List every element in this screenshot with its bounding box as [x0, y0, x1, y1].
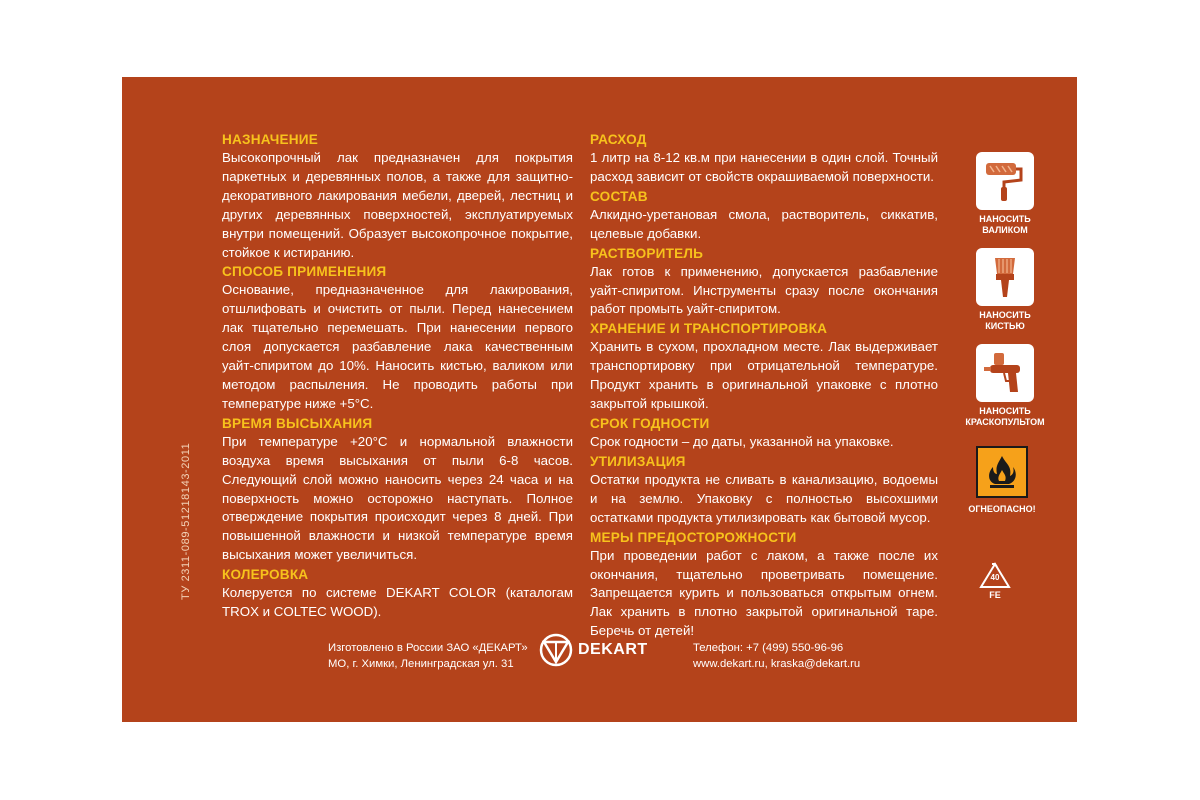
phone-line: Телефон: +7 (499) 550-96-96: [693, 642, 844, 654]
logo-text: DEKART: [578, 641, 648, 658]
section-heading-tinting: КОЛЕРОВКА: [222, 567, 309, 583]
roller-block: [965, 152, 1045, 236]
manufacturer-info: [328, 640, 528, 672]
recycle-icon: [978, 562, 1012, 602]
dekart-logo: [538, 630, 658, 670]
brush-block: [965, 248, 1045, 332]
section-text-solvent: Лак готов к применению, допускается разбавление уайт-спиритом. Инструменты сразу после окончания работ промыть уайт-спиритом.: [590, 263, 938, 317]
right-column: [590, 130, 938, 641]
flame-icon: [976, 446, 1028, 498]
roller-caption: НАНОСИТЬ ВАЛИКОМ: [979, 214, 1031, 235]
section-heading-precautions: МЕРЫ ПРЕДОСТОРОЖНОСТИ: [590, 529, 797, 545]
dekart-logo-icon: [538, 632, 574, 668]
section-heading-storage: ХРАНЕНИЕ И ТРАНСПОРТИРОВКА: [590, 321, 828, 337]
section-text-application: Основание, предназначенное для лакирования, отшлифовать и очистить от пыли. Перед нанесением лак тщательно перемешать. При нанесении первого слоя допускается разбавление лака качественным уайт-спиритом до 10%. Наносить кистью, валиком или методом распыления. Не проводить работы при температуре ниже +5°С.: [222, 282, 573, 411]
recycle-number: 40: [990, 573, 1000, 582]
spray-block: [965, 344, 1045, 428]
section-text-drying-time: При температуре +20°С и нормальной влажности воздуха время высыхания от пыли 6-8 часов. Следующий слой можно наносить через 24 часа и на поверхность можно осторожно наступать. Полное отверждение покрытия происходит через 8 дней. При повышенной влажности и низкой температуре время высыхания может увеличиться.: [222, 433, 573, 563]
section-text-precautions: При проведении работ с лаком, а также после их окончания, тщательно проветривать помещение. Запрещается курить и пользоваться открытым огнем. Лак хранить в плотно закрытой оригинальной таре. Беречь от детей!: [590, 547, 938, 639]
section-heading-application: СПОСОБ ПРИМЕНЕНИЯ: [222, 264, 387, 280]
web-email-line: www.dekart.ru, kraska@dekart.ru: [693, 658, 861, 670]
section-text-disposal: Остатки продукта не сливать в канализацию, водоемы и на землю. Упаковку с полностью высохшими остатками продукта утилизировать как бытовой мусор.: [590, 471, 938, 525]
manufacturer-line: Изготовлено в России ЗАО «ДЕКАРТ»: [328, 642, 528, 654]
flammable-caption: ОГНЕОПАСНО!: [968, 504, 1036, 514]
spray-gun-icon: [976, 344, 1034, 402]
spray-caption: НАНОСИТЬ КРАСКОПУЛЬТОМ: [965, 406, 1045, 427]
brush-caption: НАНОСИТЬ КИСТЬЮ: [979, 310, 1031, 331]
section-heading-shelf-life: СРОК ГОДНОСТИ: [590, 415, 710, 431]
flammable-block: [962, 446, 1042, 515]
recycle-code: FE: [989, 590, 1001, 600]
section-text-shelf-life: Срок годности – до даты, указанной на упаковке.: [590, 433, 894, 449]
left-column: [222, 130, 573, 622]
section-heading-drying-time: ВРЕМЯ ВЫСЫХАНИЯ: [222, 415, 373, 431]
section-text-composition: Алкидно-уретановая смола, растворитель, сиккатив, целевые добавки.: [590, 206, 938, 241]
section-text-purpose: Высокопрочный лак предназначен для покрытия паркетных и деревянных полов, а также для защитно-декоративного лакирования мебели, дверей, лестниц и других деревянных поверхностей, эксплуатируемых внутри помещений. Образует высокопрочное покрытие, стойкое к истиранию.: [222, 150, 573, 260]
brush-icon: [976, 248, 1034, 306]
spine-code: ТУ 2311-089-51218143-2011: [180, 442, 192, 600]
section-heading-purpose: НАЗНАЧЕНИЕ: [222, 132, 319, 147]
address-line: МО, г. Химки, Ленинградская ул. 31: [328, 658, 514, 670]
contact-info: [693, 640, 860, 672]
section-text-tinting: Колеруется по системе DEKART COLOR (каталогам TROX и COLTEC WOOD).: [222, 585, 573, 620]
section-heading-solvent: РАСТВОРИТЕЛЬ: [590, 245, 704, 261]
section-text-storage: Хранить в сухом, прохладном месте. Лак выдерживает транспортировку при отрицательной температуре. Продукт хранить в оригинальной упаковке с плотно закрытой крышкой.: [590, 339, 938, 412]
roller-icon: [976, 152, 1034, 210]
section-text-consumption: 1 литр на 8-12 кв.м при нанесении в один слой. Точный расход зависит от свойств окрашиваемой поверхности.: [590, 150, 938, 184]
section-heading-consumption: РАСХОД: [590, 132, 647, 147]
section-heading-composition: СОСТАВ: [590, 188, 648, 204]
section-heading-disposal: УТИЛИЗАЦИЯ: [590, 453, 686, 469]
